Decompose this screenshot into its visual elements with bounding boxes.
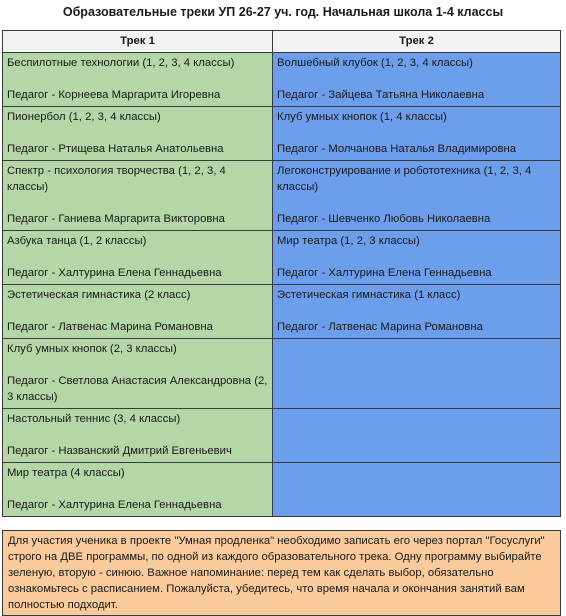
track2-cell [273, 231, 561, 285]
table-row [3, 231, 561, 285]
program-name: Беспилотные технологии (1, 2, 3, 4 классы) [7, 57, 235, 69]
track1-cell [3, 285, 273, 339]
track1-cell [3, 463, 273, 517]
teacher-name: Педагог - Зайцева Татьяна Николаевна [277, 89, 485, 101]
registration-note: Для участия ученика в проекте "Умная продленка" необходимо записать его через портал "Госуслуги" строго на ДВЕ программы, по одной из каждого образовательного трека. Одну программу выбирайте зеленую, вторую - синюю. Важное напоминание: перед тем как сделать выбор, обязательно ознакомьтесь с расписанием. Пожалуйста, убедитесь, что время начала и окончания занятий вам полностью подходит. [3, 531, 561, 616]
teacher-name: Педагог - Ганиева Маргарита Викторовна [7, 213, 225, 225]
program-name: Спектр - психология творчества (1, 2, 3, 4 классы) [7, 165, 226, 193]
teacher-name: Педагог - Халтурина Елена Геннадьевна [7, 499, 222, 511]
teacher-name: Педагог - Светлова Анастасия Александровна (2, 3 классы) [7, 375, 268, 403]
program-name: Волшебный клубок (1, 2, 3, 4 классы) [277, 57, 473, 69]
teacher-name: Педагог - Ртищева Наталья Анатольевна [7, 143, 224, 155]
track2-cell-empty [273, 409, 561, 463]
teacher-name: Педагог - Халтурина Елена Геннадьевна [7, 267, 222, 279]
table-row [3, 409, 561, 463]
track2-cell [273, 161, 561, 231]
track2-header: Трек 2 [273, 31, 561, 53]
track1-cell [3, 231, 273, 285]
track1-cell [3, 161, 273, 231]
track2-cell-empty [273, 339, 561, 409]
spacer-row [3, 517, 561, 531]
spacer-cell [3, 517, 561, 531]
track1-cell [3, 409, 273, 463]
track2-cell [273, 285, 561, 339]
table-row [3, 339, 561, 409]
track2-cell [273, 53, 561, 107]
track1-cell [3, 339, 273, 409]
track2-cell [273, 107, 561, 161]
track1-header: Трек 1 [3, 31, 273, 53]
table-header-row [3, 31, 561, 53]
table-row [3, 107, 561, 161]
teacher-name: Педагог - Корнеева Маргарита Игоревна [7, 89, 221, 101]
program-name: Мир театра (4 классы) [7, 467, 125, 479]
program-name: Эстетическая гимнастика (1 класс) [277, 289, 461, 301]
program-name: Эстетическая гимнастика (2 класс) [7, 289, 191, 301]
teacher-name: Педагог - Шевченко Любовь Николаевна [277, 213, 491, 225]
program-name: Клуб умных кнопок (2, 3 классы) [7, 343, 177, 355]
table-row [3, 285, 561, 339]
program-name: Азбука танца (1, 2 классы) [7, 235, 147, 247]
track1-cell [3, 107, 273, 161]
note-row [3, 531, 561, 616]
teacher-name: Педагог - Латвенас Марина Романовна [7, 321, 213, 333]
program-name: Пионербол (1, 2, 3, 4 классы) [7, 111, 161, 123]
table-row [3, 463, 561, 517]
program-name: Мир театра (1, 2, 3 классы) [277, 235, 420, 247]
teacher-name: Педагог - Латвенас Марина Романовна [277, 321, 483, 333]
track2-cell-empty [273, 463, 561, 517]
teacher-name: Педагог - Названский Дмитрий Евгеньевич [7, 445, 232, 457]
teacher-name: Педагог - Молчанова Наталья Владимировна [277, 143, 516, 155]
track1-cell [3, 53, 273, 107]
program-name: Настольный теннис (3, 4 классы) [7, 413, 181, 425]
program-name: Легоконструирование и робототехника (1, 2, 3, 4 классы) [277, 165, 532, 193]
teacher-name: Педагог - Халтурина Елена Геннадьевна [277, 267, 492, 279]
tracks-table [2, 30, 561, 616]
page-title: Образовательные треки УП 26-27 уч. год. Начальная школа 1-4 классы [62, 5, 504, 19]
table-row [3, 161, 561, 231]
program-name: Клуб умных кнопок (1, 4 классы) [277, 111, 447, 123]
table-row [3, 53, 561, 107]
